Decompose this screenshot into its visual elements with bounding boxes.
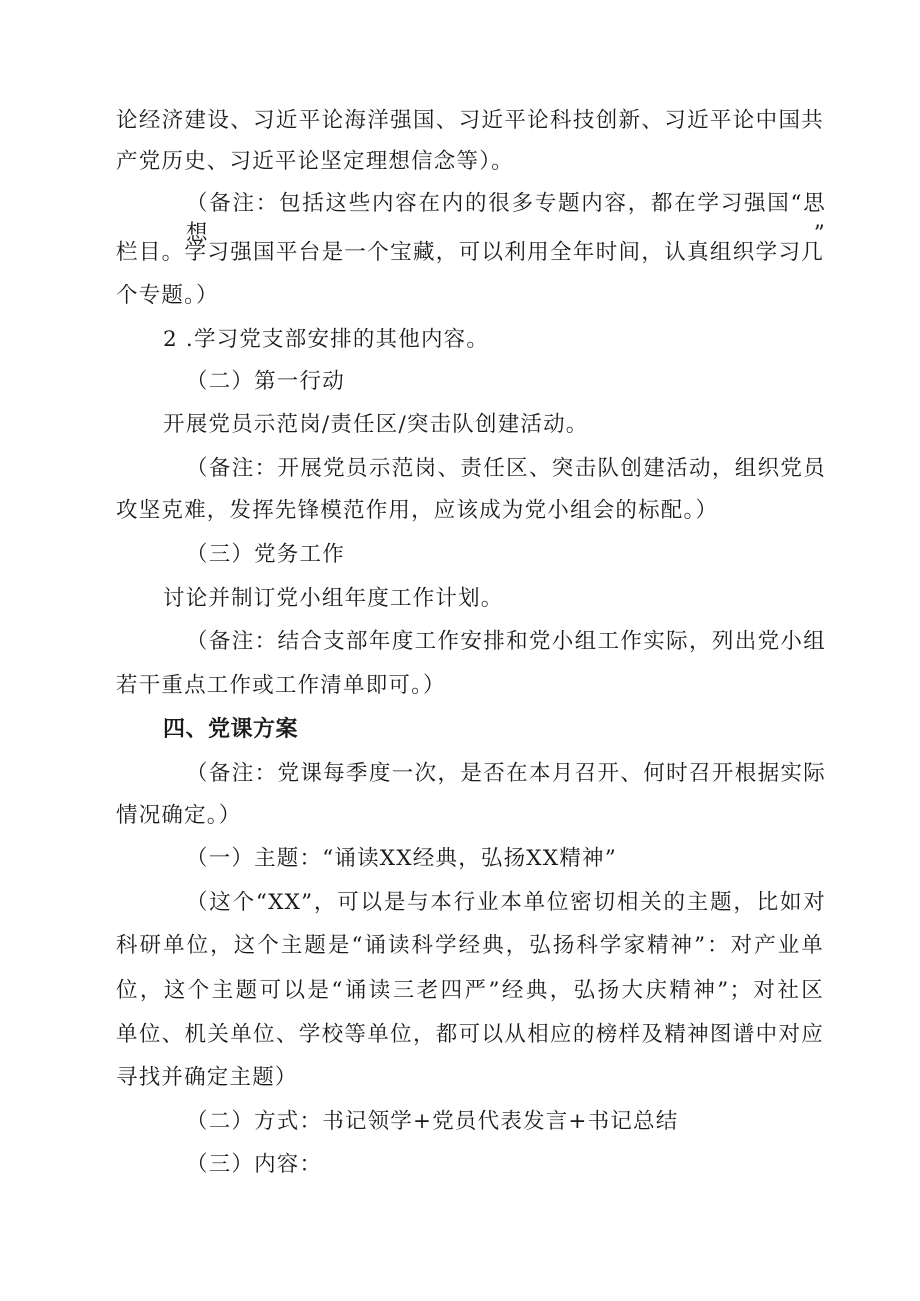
text-line: 情况确定。）: [116, 803, 242, 828]
text-line: 寻找并确定主题）: [116, 1065, 298, 1090]
section-subtitle: （二）第一行动: [186, 369, 345, 394]
text-line: 讨论并制订党小组年度工作计划。: [163, 586, 504, 611]
text-line: 攻坚克难，发挥先锋模范作用，应该成为党小组会的标配。）: [116, 498, 719, 523]
note-line: （这个“XX”，可以是与本行业本单位密切相关的主题，比如对: [186, 890, 826, 915]
list-item: 2 .学习党支部安排的其他内容。: [163, 327, 490, 352]
note-line: （备注：开展党员示范岗、责任区、突击队创建活动，组织党员: [186, 456, 826, 481]
text-line: 论经济建设、习近平论海洋强国、习近平论科技创新、习近平论中国共: [116, 108, 824, 133]
note-line: （备注：包括这些内容在内的很多专题内容，都在学习强国“思想”: [186, 191, 826, 246]
text-line: 单位、机关单位、学校等单位，都可以从相应的榜样及精神图谱中对应: [116, 1022, 824, 1047]
section-heading: 四、党课方案: [163, 717, 299, 742]
note-line: （备注：党课每季度一次，是否在本月召开、何时召开根据实际: [186, 761, 826, 786]
text-line: 开展党员示范岗/责任区/突击队创建活动。: [163, 412, 589, 437]
text-line: 产党历史、习近平论坚定理想信念等）。: [116, 149, 514, 174]
text-line: 科研单位，这个主题是“诵读科学经典，弘扬科学家精神”：对产业单: [116, 933, 824, 958]
section-subtitle: （三）内容：: [186, 1152, 323, 1177]
section-subtitle: （二）方式：书记领学+党员代表发言+书记总结: [186, 1109, 679, 1134]
section-subtitle: （三）党务工作: [186, 542, 345, 567]
text-line: 若干重点工作或工作清单即可。）: [116, 673, 446, 698]
note-line: （备注：结合支部年度工作安排和党小组工作实际，列出党小组: [186, 629, 826, 654]
section-subtitle: （一）主题：“诵读XX经典，弘扬XX精神”: [186, 846, 617, 871]
text-line: 个专题。）: [116, 283, 219, 308]
text-line: 栏目。学习强国平台是一个宝藏，可以利用全年时间，认真组织学习几: [116, 240, 824, 265]
text-line: 位，这个主题可以是“诵读三老四严”经典，弘扬大庆精神”；对社区: [116, 978, 824, 1003]
